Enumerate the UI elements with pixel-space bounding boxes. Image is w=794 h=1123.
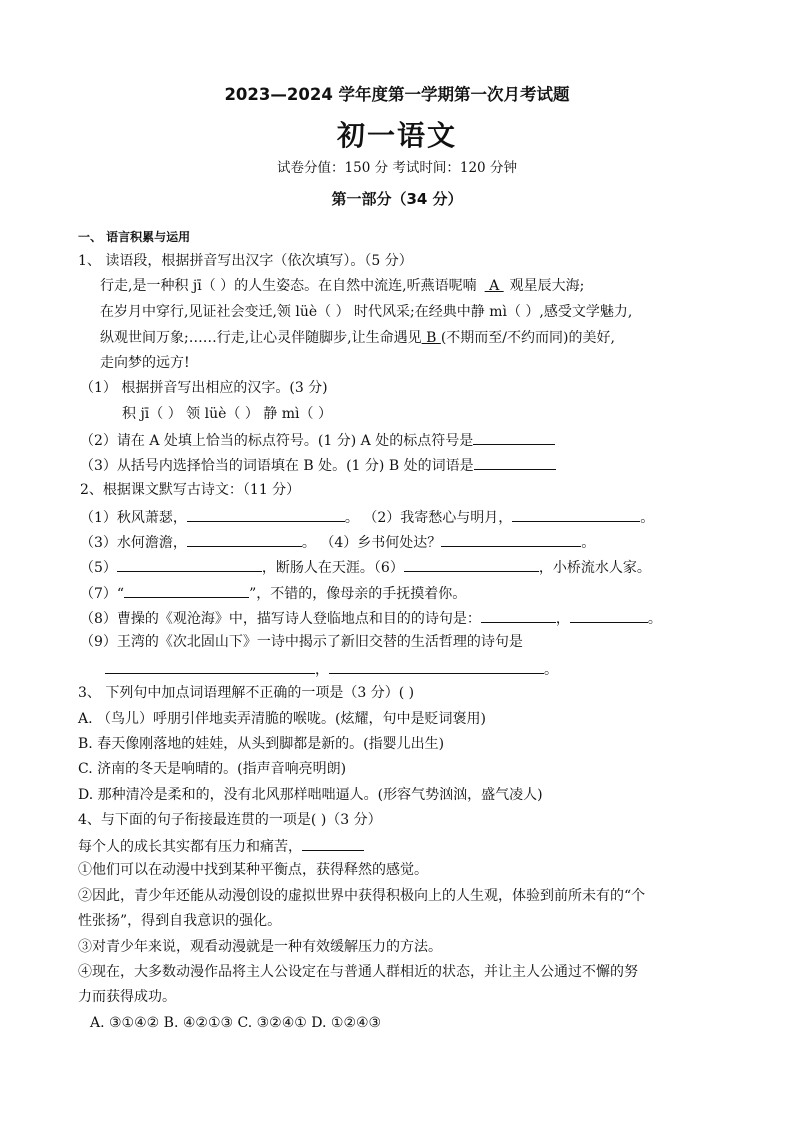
q2-text: 。 （2）我寄愁心与明月， bbox=[344, 510, 513, 526]
q4-stem: 4、与下面的句子衔接最连贯的一项是( )（3 分） bbox=[78, 812, 382, 828]
q3-stem: 3、 下列句中加点词语理解不正确的一项是（3 分）( ) bbox=[78, 685, 415, 701]
blank-a: A bbox=[484, 278, 504, 294]
q2-line-6: （9）王湾的《次北固山下》一诗中揭示了新旧交替的生活哲理的诗句是 bbox=[80, 634, 523, 650]
q4-sentence-4: ④现在，大多数动漫作品将主人公设定在与普通人群相近的状态，并让主人公通过不懈的努 bbox=[78, 964, 638, 980]
answer-blank[interactable] bbox=[512, 506, 640, 522]
q1-passage-text: (不期而至/不约而同)的美好, bbox=[440, 330, 615, 346]
q1-passage-text: 观星辰大海; bbox=[509, 278, 585, 294]
answer-blank[interactable] bbox=[570, 607, 648, 623]
q1-sub2-text: （2）请在 A 处填上恰当的标点符号。(1 分) A 处的标点符号是 bbox=[80, 433, 474, 449]
q1-stem: 1、 读语段，根据拼音写出汉字（依次填写）。（5 分） bbox=[78, 253, 413, 269]
q1-sub1: （1） 根据拼音写出相应的汉字。(3 分) bbox=[80, 380, 328, 396]
q4-sentence-2: ②因此，青少年还能从动漫创设的虚拟世界中获得积极向上的人生观，体验到前所未有的“个 bbox=[78, 888, 646, 904]
q2-text: ， bbox=[555, 611, 570, 627]
q4-sentence-4-cont: 力而获得成功。 bbox=[78, 989, 176, 1005]
answer-blank[interactable] bbox=[302, 835, 364, 851]
answer-blank[interactable] bbox=[187, 531, 302, 547]
q2-line-3 bbox=[80, 556, 651, 578]
q2-text: （7）“ bbox=[80, 586, 125, 602]
q2-text: （3）水何澹澹， bbox=[80, 535, 187, 551]
answer-blank[interactable] bbox=[105, 658, 315, 674]
q2-text: 。 bbox=[581, 535, 596, 551]
q2-text: ，断肠人在天涯。（6） bbox=[261, 560, 404, 576]
q2-text: 。 bbox=[640, 510, 655, 526]
q3-option-a: A. （鸟儿）呼朋引伴地卖弄清脆的喉咙。(炫耀，句中是贬词褒用) bbox=[78, 711, 486, 727]
q4-sentence-2-cont: 性张扬”，得到自我意识的强化。 bbox=[78, 913, 282, 929]
answer-blank[interactable] bbox=[187, 506, 345, 522]
q2-text: ，小桥流水人家。 bbox=[538, 560, 651, 576]
part-title: 第一部分（34 分） bbox=[331, 190, 463, 208]
answer-blank[interactable] bbox=[329, 658, 544, 674]
subject-title: 初一语文 bbox=[336, 119, 457, 152]
q1-passage-text: 纵观世间万象;……行走,让心灵伴随脚步,让生命遇见 bbox=[100, 330, 422, 346]
q1-sub1-items: 积 jī（ ） 领 lüè（ ） 静 mì（ ） bbox=[122, 406, 332, 422]
answer-blank[interactable] bbox=[124, 582, 249, 598]
q2-text: ”，不错的，像母亲的手抚摸着你。 bbox=[249, 586, 467, 602]
answer-blank[interactable] bbox=[474, 454, 556, 470]
answer-blank[interactable] bbox=[481, 607, 556, 623]
q2-text: （1）秋风萧瑟， bbox=[80, 510, 187, 526]
q2-line-4 bbox=[80, 582, 466, 604]
q4-sentence-1: ①他们可以在动漫中找到某种平衡点，获得释然的感觉。 bbox=[78, 862, 428, 878]
q1-sub3-text: （3）从括号内选择恰当的词语填在 B 处。(1 分) B 处的词语是 bbox=[80, 458, 474, 474]
q4-sentence-3: ③对青少年来说，观看动漫就是一种有效缓解压力的方法。 bbox=[78, 939, 442, 955]
q1-passage-text: 行走,是一种积 jī（ ）的人生姿态。在自然中流连,听燕语呢喃 bbox=[100, 278, 477, 294]
q1-passage-line-2: 在岁月中穿行,见证社会变迁,领 lüè（ ） 时代风采;在经典中静 mì（ ）,感受文学魅力, bbox=[100, 304, 633, 320]
q1-passage-line-3 bbox=[100, 328, 615, 348]
q1-passage-line-4: 走向梦的远方! bbox=[100, 355, 190, 371]
q2-text: 。 （4）乡书何处达？ bbox=[301, 535, 442, 551]
q2-stem: 2、根据课文默写古诗文：（11 分） bbox=[80, 482, 301, 498]
q2-line-1 bbox=[80, 506, 654, 528]
q2-line-7 bbox=[105, 658, 558, 680]
answer-blank[interactable] bbox=[473, 429, 555, 445]
q2-line-5 bbox=[80, 607, 662, 629]
answer-blank[interactable] bbox=[404, 556, 539, 572]
q2-text: （8）曹操的《观沧海》中，描写诗人登临地点和目的的诗句是： bbox=[80, 611, 481, 627]
section-heading: 一、 语言积累与运用 bbox=[78, 230, 191, 244]
q4-lead-text: 每个人的成长其实都有压力和痛苦， bbox=[78, 839, 302, 855]
q4-options: A. ③①④② B. ④②①③ C. ③②④① D. ①②④③ bbox=[90, 1015, 382, 1031]
q3-option-c: C. 济南的冬天是响晴的。(指声音响亮明朗) bbox=[78, 761, 347, 777]
q1-sub2 bbox=[80, 429, 555, 451]
q2-text: （5） bbox=[80, 560, 117, 576]
exam-title: 2023—2024 学年度第一学期第一次月考试题 bbox=[224, 85, 570, 104]
q3-option-b: B. 春天像刚落地的娃娃，从头到脚都是新的。(指婴儿出生) bbox=[78, 736, 445, 752]
q2-text: ， bbox=[315, 662, 329, 678]
q2-text: 。 bbox=[647, 611, 662, 627]
q3-option-d: D. 那种清冷是柔和的，没有北风那样咄咄逼人。(形容气势汹汹，盛气凌人) bbox=[78, 787, 543, 803]
q2-text: 。 bbox=[544, 662, 558, 678]
score-and-time: 试卷分值：150 分 考试时间：120 分钟 bbox=[277, 160, 517, 176]
q4-lead-sentence bbox=[78, 835, 364, 857]
answer-blank[interactable] bbox=[441, 531, 581, 547]
blank-b: B bbox=[421, 330, 441, 346]
q1-sub3 bbox=[80, 454, 556, 476]
answer-blank[interactable] bbox=[117, 556, 262, 572]
q2-line-2 bbox=[80, 531, 595, 553]
q1-passage-line-1 bbox=[100, 276, 584, 296]
